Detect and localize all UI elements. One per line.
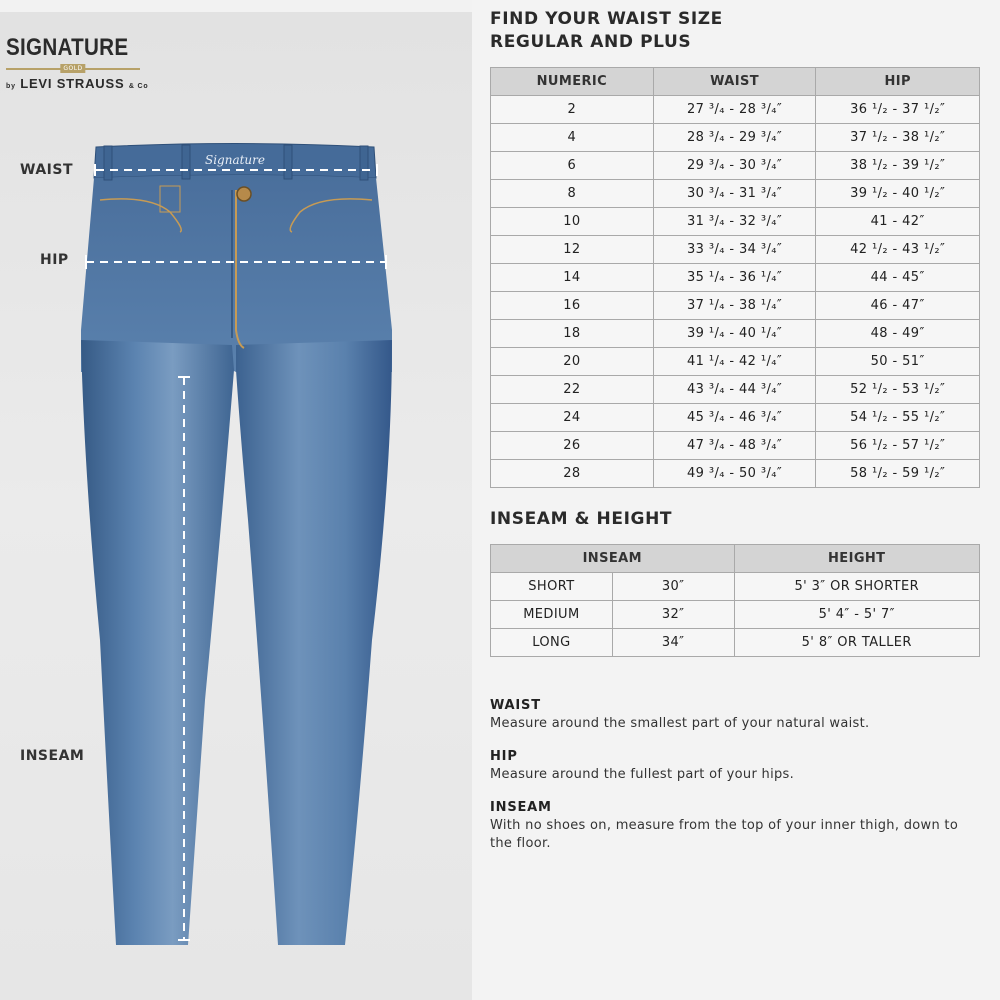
table-cell: 41 - 42″ xyxy=(816,208,980,236)
table-cell: 38 ¹/₂ - 39 ¹/₂″ xyxy=(816,152,980,180)
table-cell: 5' 4″ - 5' 7″ xyxy=(734,601,980,629)
definition-waist xyxy=(490,697,970,733)
table-row xyxy=(491,348,980,376)
table-cell: 35 ¹/₄ - 36 ¹/₄″ xyxy=(653,264,816,292)
table-cell: 30″ xyxy=(612,573,734,601)
column-header: HIP xyxy=(816,68,980,96)
table-row xyxy=(491,432,980,460)
table-cell: 54 ¹/₂ - 55 ¹/₂″ xyxy=(816,404,980,432)
table-row xyxy=(491,208,980,236)
definition-text: Measure around the fullest part of your hips. xyxy=(490,767,795,782)
table-cell: 44 - 45″ xyxy=(816,264,980,292)
table-row xyxy=(491,404,980,432)
table-cell: 10 xyxy=(491,208,654,236)
table-cell: LONG xyxy=(491,629,613,657)
table-cell: 36 ¹/₂ - 37 ¹/₂″ xyxy=(816,96,980,124)
definition-inseam xyxy=(490,799,960,853)
definition-text: With no shoes on, measure from the top of your inner thigh, down to the floor. xyxy=(490,818,959,851)
table-cell: 12 xyxy=(491,236,654,264)
column-header: HEIGHT xyxy=(734,545,980,573)
table-row xyxy=(491,320,980,348)
table-cell: 46 - 47″ xyxy=(816,292,980,320)
table-cell: 14 xyxy=(491,264,654,292)
inseam-height-title: INSEAM & HEIGHT xyxy=(490,509,673,529)
inseam-height-table xyxy=(490,544,980,657)
table-cell: 37 ¹/₂ - 38 ¹/₂″ xyxy=(816,124,980,152)
definition-hip xyxy=(490,748,970,784)
table-cell: 37 ¹/₄ - 38 ¹/₄″ xyxy=(653,292,816,320)
table-cell: 39 ¹/₄ - 40 ¹/₄″ xyxy=(653,320,816,348)
table-row xyxy=(491,236,980,264)
column-header: WAIST xyxy=(653,68,816,96)
table-cell: 58 ¹/₂ - 59 ¹/₂″ xyxy=(816,460,980,488)
waist-label: WAIST xyxy=(20,162,73,178)
table-cell: 16 xyxy=(491,292,654,320)
jeans-left-leg xyxy=(81,340,234,945)
waist-size-table xyxy=(490,67,980,488)
table-cell: 31 ³/₄ - 32 ³/₄″ xyxy=(653,208,816,236)
table-cell: 49 ³/₄ - 50 ³/₄″ xyxy=(653,460,816,488)
table-cell: 5' 8″ OR TALLER xyxy=(734,629,980,657)
table-row xyxy=(491,264,980,292)
table-row xyxy=(491,460,980,488)
logo-gold-badge: GOLD xyxy=(60,64,85,73)
table-cell: 20 xyxy=(491,348,654,376)
table-cell: 30 ³/₄ - 31 ³/₄″ xyxy=(653,180,816,208)
table-header-row xyxy=(491,545,980,573)
column-header: NUMERIC xyxy=(491,68,654,96)
table-cell: 4 xyxy=(491,124,654,152)
table-cell: SHORT xyxy=(491,573,613,601)
table-cell: 28 xyxy=(491,460,654,488)
table-cell: 42 ¹/₂ - 43 ¹/₂″ xyxy=(816,236,980,264)
jeans-right-leg xyxy=(236,340,392,945)
definition-text: Measure around the smallest part of your natural waist. xyxy=(490,716,870,731)
table-cell: MEDIUM xyxy=(491,601,613,629)
table-cell: 5' 3″ OR SHORTER xyxy=(734,573,980,601)
table-cell: 26 xyxy=(491,432,654,460)
table-row xyxy=(491,629,980,657)
table-row xyxy=(491,124,980,152)
table-row xyxy=(491,292,980,320)
table-cell: 45 ³/₄ - 46 ³/₄″ xyxy=(653,404,816,432)
table-cell: 22 xyxy=(491,376,654,404)
logo-signature-text: SIGNATURE xyxy=(6,34,129,61)
jeans-button xyxy=(237,187,251,201)
table-cell: 32″ xyxy=(612,601,734,629)
table-cell: 43 ³/₄ - 44 ³/₄″ xyxy=(653,376,816,404)
size-chart-title: FIND YOUR WAIST SIZE REGULAR AND PLUS xyxy=(490,9,723,52)
inseam-label: INSEAM xyxy=(20,748,85,764)
table-cell: 28 ³/₄ - 29 ³/₄″ xyxy=(653,124,816,152)
table-row xyxy=(491,573,980,601)
table-cell: 41 ¹/₄ - 42 ¹/₄″ xyxy=(653,348,816,376)
table-cell: 27 ³/₄ - 28 ³/₄″ xyxy=(653,96,816,124)
definition-term: INSEAM xyxy=(490,800,552,815)
column-header: INSEAM xyxy=(491,545,735,573)
table-cell: 39 ¹/₂ - 40 ¹/₂″ xyxy=(816,180,980,208)
table-cell: 8 xyxy=(491,180,654,208)
table-cell: 29 ³/₄ - 30 ³/₄″ xyxy=(653,152,816,180)
table-cell: 2 xyxy=(491,96,654,124)
table-cell: 33 ³/₄ - 34 ³/₄″ xyxy=(653,236,816,264)
jeans-brand-label: Signature xyxy=(204,153,266,167)
table-cell: 50 - 51″ xyxy=(816,348,980,376)
table-cell: 47 ³/₄ - 48 ³/₄″ xyxy=(653,432,816,460)
table-row xyxy=(491,180,980,208)
table-header-row xyxy=(491,68,980,96)
jeans-illustration xyxy=(0,0,472,1000)
table-cell: 34″ xyxy=(612,629,734,657)
table-row xyxy=(491,96,980,124)
table-row xyxy=(491,376,980,404)
table-row xyxy=(491,601,980,629)
hip-label: HIP xyxy=(40,252,69,268)
table-cell: 56 ¹/₂ - 57 ¹/₂″ xyxy=(816,432,980,460)
logo-levi-line: by LEVI STRAUSS & Co xyxy=(6,76,149,91)
definition-term: WAIST xyxy=(490,698,541,713)
table-cell: 18 xyxy=(491,320,654,348)
table-cell: 6 xyxy=(491,152,654,180)
table-cell: 24 xyxy=(491,404,654,432)
table-row xyxy=(491,152,980,180)
definition-term: HIP xyxy=(490,749,518,764)
table-cell: 48 - 49″ xyxy=(816,320,980,348)
table-cell: 52 ¹/₂ - 53 ¹/₂″ xyxy=(816,376,980,404)
